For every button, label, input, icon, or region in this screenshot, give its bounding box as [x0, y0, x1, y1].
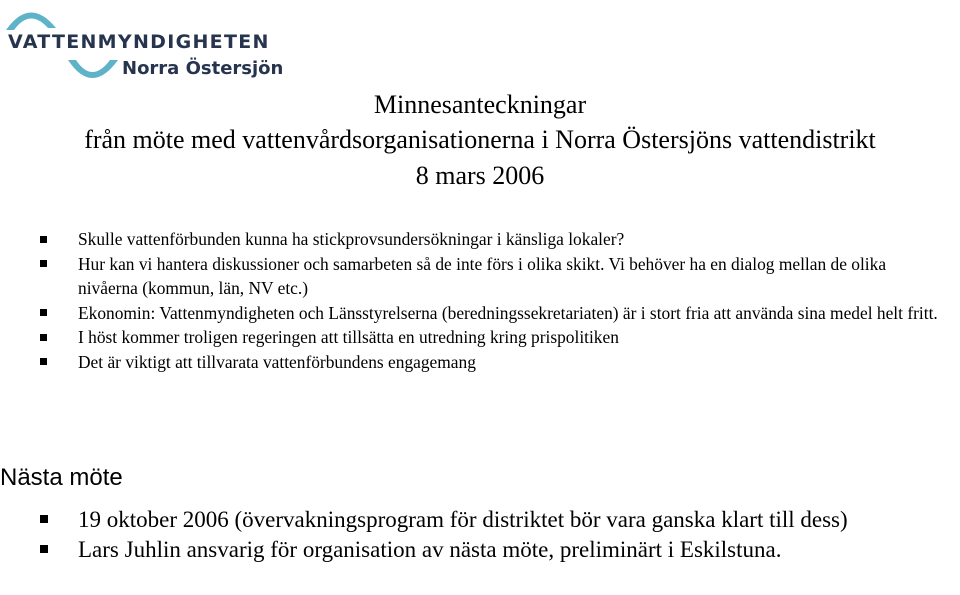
list-item-text: Skulle vattenförbunden kunna ha stickprovsundersökningar i känsliga lokaler? [78, 229, 625, 249]
section-heading-next-meeting: Nästa möte [0, 464, 123, 491]
page-subtitle: från möte med vattenvårdsorganisationerna i Norra Östersjöns vattendistrikt [84, 125, 876, 154]
logo-region: Norra Östersjön [122, 58, 284, 79]
list-item-text: 19 oktober 2006 (övervakningsprogram för distriktet bör vara ganska klart till dess) [78, 507, 848, 532]
list-item [38, 301, 938, 326]
list-item [38, 227, 938, 252]
list-item [38, 252, 938, 301]
list-item-text: Det är viktigt att tillvarata vattenförbundens engagemang [78, 351, 476, 372]
list-item [38, 350, 938, 375]
square-bullet-icon [40, 227, 47, 252]
square-bullet-icon [40, 505, 48, 535]
meeting-date: 8 mars 2006 [415, 161, 545, 190]
list-item [38, 325, 938, 350]
list-item-text: Ekonomin: Vattenmyndigheten och Länsstyrelserna (beredningssekretariaten) är i stort fria att använda sina medel helt fritt. [78, 302, 938, 323]
square-bullet-icon [40, 350, 47, 375]
square-bullet-icon [40, 301, 47, 326]
list-item-text: Hur kan vi hantera diskussioner och samarbeten så de inte förs i olika skikt. Vi behöver ha en dialog mellan de olika nivåerna (kommun, län, NV etc.) [78, 253, 887, 298]
list-item-text: Lars Juhlin ansvarig för organisation av nästa möte, preliminärt i Eskilstuna. [78, 536, 782, 562]
notes-list [38, 227, 938, 374]
page-title: Minnesanteckningar [373, 90, 587, 119]
list-item-text: I höst kommer troligen regeringen att tillsätta en utredning kring prispolitiken [78, 327, 619, 347]
list-item [38, 505, 938, 535]
square-bullet-icon [40, 325, 47, 350]
title-block [0, 88, 960, 194]
square-bullet-icon [40, 535, 48, 565]
list-item [38, 535, 938, 565]
next-meeting-list [38, 505, 938, 564]
square-bullet-icon [40, 252, 47, 277]
vattenmyndigheten-logo [0, 0, 310, 90]
logo-name: VATTENMYNDIGHETEN [8, 31, 270, 53]
